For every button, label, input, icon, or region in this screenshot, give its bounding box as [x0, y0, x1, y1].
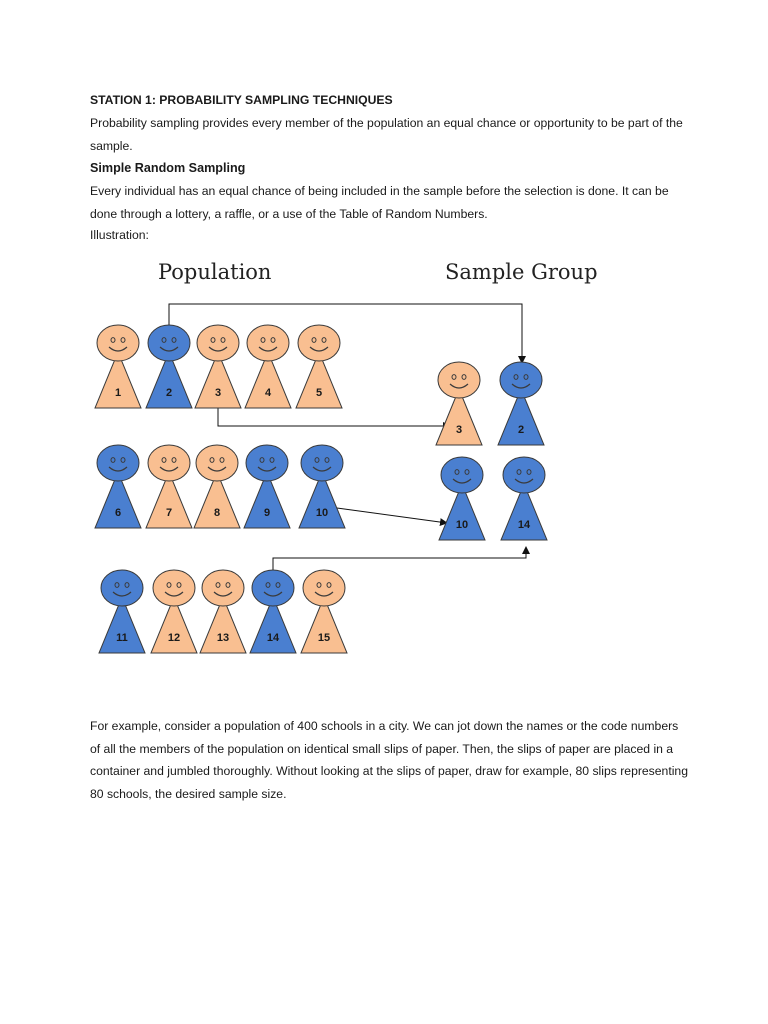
population-figure-13: [200, 570, 246, 653]
figure-eye-right: [121, 458, 125, 463]
figure-head: [202, 570, 244, 606]
figure-head: [441, 457, 483, 493]
figure-number: 6: [114, 507, 122, 519]
figure-eye-right: [465, 470, 469, 475]
population-figure-3: [195, 325, 241, 408]
figure-number: 5: [315, 387, 323, 399]
population-figure-11: [99, 570, 145, 653]
figure-eye-right: [462, 375, 466, 380]
figure-eye-left: [455, 470, 459, 475]
figure-number: 3: [455, 424, 463, 436]
figure-eye-right: [220, 458, 224, 463]
population-title: Population: [158, 260, 272, 284]
figure-number: 10: [315, 507, 329, 519]
intro-paragraph: Probability sampling provides every member of the population an equal chance or opportunity to be part of the sample.: [90, 116, 683, 153]
figure-eye-right: [322, 338, 326, 343]
population-figure-9: [244, 445, 290, 528]
sample-figure-3: [436, 362, 482, 445]
population-figure-12: [151, 570, 197, 653]
population-figure-8: [194, 445, 240, 528]
example-paragraph: For example, consider a population of 400 schools in a city. We can jot down the names or the code numbers of all the members of the population on identical small slips of paper. Then, the slips of paper are placed in a container and jumbled thoroughly. Without looking at the slips of paper, draw for example, 80 slips representing 80 schools, the desired sample size.: [90, 719, 688, 801]
arrow-14-to-sample: [273, 547, 526, 573]
figure-head: [252, 570, 294, 606]
population-figure-10: [299, 445, 345, 528]
figure-eye-right: [270, 458, 274, 463]
figure-number: 7: [165, 507, 173, 519]
figure-eye-left: [167, 583, 171, 588]
population-figure-1: [95, 325, 141, 408]
figure-head: [153, 570, 195, 606]
figure-eye-left: [517, 470, 521, 475]
section-subheading: Simple Random Sampling: [90, 161, 246, 175]
figure-eye-left: [162, 338, 166, 343]
figure-eye-left: [317, 583, 321, 588]
sample-figure-14: [501, 457, 547, 540]
sample-group-title: Sample Group: [445, 260, 598, 284]
figure-head: [438, 362, 480, 398]
figure-head: [500, 362, 542, 398]
figure-eye-right: [221, 338, 225, 343]
figure-head: [197, 325, 239, 361]
figure-eye-left: [111, 338, 115, 343]
figure-number: 13: [216, 632, 230, 644]
population-figure-5: [296, 325, 342, 408]
sampling-illustration: [0, 240, 768, 670]
population-figure-15: [301, 570, 347, 653]
population-figure-7: [146, 445, 192, 528]
figure-head: [196, 445, 238, 481]
figure-number: 11: [116, 632, 128, 644]
figure-eye-left: [312, 338, 316, 343]
figure-eye-right: [327, 583, 331, 588]
figure-number: 12: [167, 632, 181, 644]
figure-head: [97, 445, 139, 481]
figure-eye-right: [177, 583, 181, 588]
figure-eye-left: [115, 583, 119, 588]
figure-eye-left: [162, 458, 166, 463]
figure-head: [298, 325, 340, 361]
figure-head: [503, 457, 545, 493]
station-heading: STATION 1: PROBABILITY SAMPLING TECHNIQUES: [90, 93, 393, 107]
figure-eye-left: [216, 583, 220, 588]
population-figure-2: [146, 325, 192, 408]
figure-number: 8: [213, 507, 221, 519]
figure-head: [148, 325, 190, 361]
population-figure-14: [250, 570, 296, 653]
figure-head: [301, 445, 343, 481]
arrow-10-to-sample: [337, 508, 447, 523]
figure-eye-right: [172, 338, 176, 343]
figure-number: 10: [455, 519, 469, 531]
figure-eye-right: [226, 583, 230, 588]
figure-head: [101, 570, 143, 606]
figure-number: 15: [317, 632, 331, 644]
figure-head: [246, 445, 288, 481]
figure-eye-right: [325, 458, 329, 463]
figure-head: [303, 570, 345, 606]
figure-eye-left: [514, 375, 518, 380]
figure-eye-right: [276, 583, 280, 588]
sample-figure-2: [498, 362, 544, 445]
figure-eye-right: [527, 470, 531, 475]
figure-head: [247, 325, 289, 361]
figure-eye-left: [315, 458, 319, 463]
figures-group: [95, 325, 547, 653]
figure-number: 9: [263, 507, 271, 519]
figure-eye-left: [452, 375, 456, 380]
figure-eye-right: [524, 375, 528, 380]
figure-eye-right: [271, 338, 275, 343]
figure-number: 3: [214, 387, 222, 399]
figure-eye-left: [266, 583, 270, 588]
figure-eye-right: [172, 458, 176, 463]
figure-eye-left: [210, 458, 214, 463]
description-paragraph: Every individual has an equal chance of being included in the sample before the selection is done. It can be done through a lottery, a raffle, or a use of the Table of Random Numbers.: [90, 184, 669, 221]
figure-number: 1: [114, 387, 122, 399]
sample-figure-10: [439, 457, 485, 540]
figure-eye-left: [260, 458, 264, 463]
figure-number: 14: [266, 632, 280, 644]
figure-number: 2: [517, 424, 525, 436]
figure-eye-right: [125, 583, 129, 588]
figure-head: [97, 325, 139, 361]
population-figure-4: [245, 325, 291, 408]
population-figure-6: [95, 445, 141, 528]
arrow-3-to-sample: [218, 408, 450, 426]
figure-head: [148, 445, 190, 481]
illustration-label: Illustration:: [90, 228, 149, 242]
figure-eye-left: [261, 338, 265, 343]
figure-eye-left: [211, 338, 215, 343]
figure-eye-left: [111, 458, 115, 463]
figure-number: 4: [264, 387, 272, 399]
figure-eye-right: [121, 338, 125, 343]
figure-number: 2: [165, 387, 173, 399]
figure-number: 14: [517, 519, 531, 531]
